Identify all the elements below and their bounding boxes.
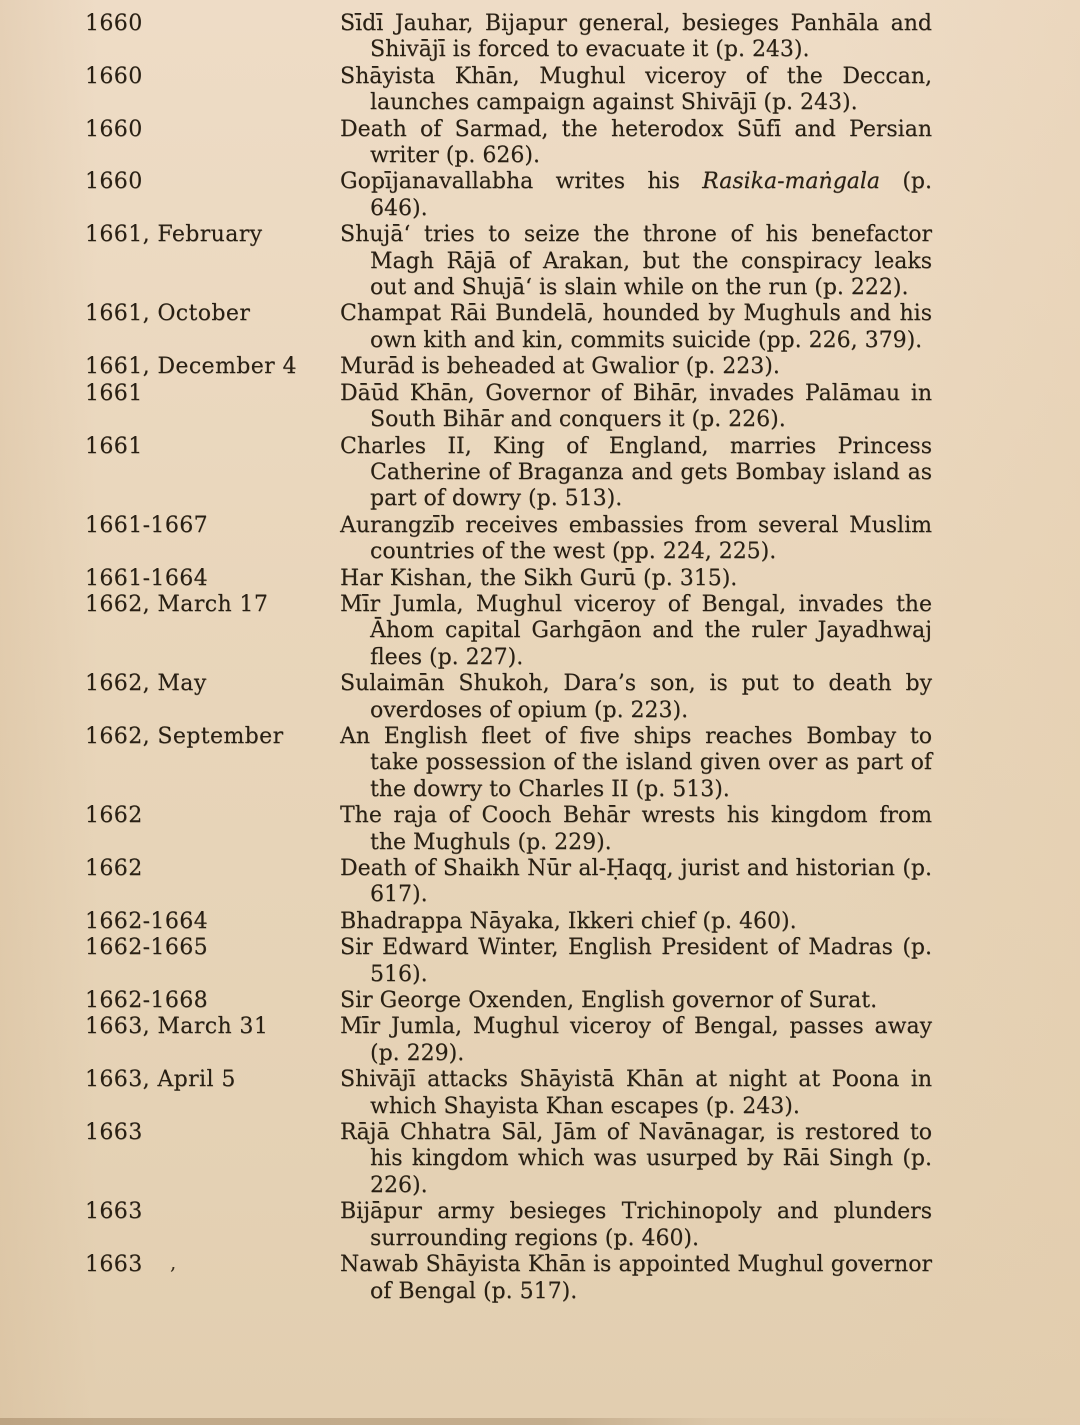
chronology-entry: [85, 988, 945, 1014]
entry-date: 1663, March 31: [85, 1014, 269, 1040]
chronology-entry: [85, 381, 945, 434]
chronology-entry: [85, 1120, 945, 1199]
entry-date: 1662: [85, 856, 143, 881]
entry-date: 1662-1665: [85, 935, 209, 961]
entry-date: 1663: [85, 1252, 143, 1278]
entry-text: Sir George Oxenden, English governor of Surat.: [340, 988, 878, 1014]
entry-text: Sir Edward Winter, English President of Madras (p. 516).: [340, 935, 932, 987]
entry-date: 1663, April 5: [85, 1067, 236, 1093]
entry-text: Dāūd Khān, Governor of Bihār, invades Palāmau in South Bihār and conquers it (p. 226).: [340, 380, 932, 433]
entry-date: 1661-1664: [85, 565, 209, 591]
entry-text: Shāyista Khān, Mughul viceroy of the Deccan, launches campaign against Shivājī (p. 243).: [340, 63, 932, 116]
chronology-entry: [85, 354, 945, 380]
entry-text: Death of Shaikh Nūr al-Ḥaqq, jurist and historian (p. 617).: [340, 856, 932, 908]
chronology-entry: [85, 1199, 945, 1252]
entry-text: Murād is beheaded at Gwalior (p. 223).: [340, 354, 780, 380]
chronology-entry: [85, 513, 945, 566]
chronology-entry: [85, 434, 945, 513]
entry-date: 1663: [85, 1120, 143, 1146]
entry-date: 1662, September: [85, 723, 284, 749]
entry-date: 1662-1664: [85, 908, 209, 934]
scan-edge-shadow: [0, 1418, 1080, 1425]
entry-text: The raja of Cooch Behār wrests his kingdom from the Mughuls (p. 229).: [340, 803, 932, 855]
entry-text: Mīr Jumla, Mughul viceroy of Bengal, passes away (p. 229).: [340, 1014, 932, 1066]
entry-date: 1662: [85, 803, 143, 829]
entry-text: Mīr Jumla, Mughul viceroy of Bengal, invades the Āhom capital Garhgāon and the ruler Jayadhwaj flees (p. 227).: [340, 591, 932, 670]
chronology-entry: [85, 1252, 945, 1305]
chronology-entry: [85, 64, 945, 117]
entry-date: 1662-1668: [85, 988, 209, 1014]
entry-date: 1661: [85, 380, 143, 406]
entry-text: Death of Sarmad, the heterodox Sūfī and Persian writer (p. 626).: [340, 116, 932, 169]
chronology-entry: [85, 301, 945, 354]
entry-date: 1660: [85, 11, 143, 36]
chronology-entry: [85, 592, 945, 671]
entry-date: 1662, May: [85, 671, 207, 697]
entry-text: Rājā Chhatra Sāl, Jām of Navānagar, is restored to his kingdom which was usurped by Rāi Singh (p. 226).: [340, 1120, 932, 1198]
entry-date: 1662, March 17: [85, 591, 269, 617]
chronology-entry: [85, 1014, 945, 1067]
chronology-entry: [85, 169, 945, 222]
chronology-entry: [85, 11, 945, 64]
entry-text: Gopījanavallabha writes his Rasika-maṅgala (p. 646).: [340, 169, 932, 221]
chronology-entry: [85, 935, 945, 988]
chronology-entry: [85, 856, 945, 909]
entry-date: 1661, October: [85, 301, 251, 327]
entry-text: Sulaimān Shukoh, Dara’s son, is put to death by overdoses of opium (p. 223).: [340, 671, 932, 723]
entry-date: 1661-1667: [85, 512, 209, 538]
stray-ink-mark: ,: [170, 1250, 177, 1274]
entry-text: An English fleet of five ships reaches Bombay to take possession of the island given over as part of the dowry to Charles II (p. 513).: [340, 723, 932, 802]
entry-text: Nawab Shāyista Khān is appointed Mughul governor of Bengal (p. 517).: [340, 1252, 932, 1304]
entry-text: Har Kishan, the Sikh Gurū (p. 315).: [340, 565, 738, 591]
entry-date: 1661: [85, 433, 143, 459]
chronology-list: [85, 11, 945, 1305]
entry-date: 1660: [85, 169, 143, 195]
entry-text: Shivājī attacks Shāyistā Khān at night at Poona in which Shayista Khan escapes (p. 243).: [340, 1067, 932, 1119]
entry-text: Aurangzīb receives embassies from several Muslim countries of the west (pp. 224, 225).: [340, 512, 932, 565]
entry-text: Shujā‘ tries to seize the throne of his benefactor Magh Rājā of Arakan, but the conspiracy leaks out and Shujā‘ is slain while on the run (p. 222).: [340, 222, 932, 301]
chronology-entry: [85, 566, 945, 592]
entry-text: Bhadrappa Nāyaka, Ikkeri chief (p. 460).: [340, 908, 797, 934]
entry-date: 1661, December 4: [85, 354, 297, 380]
chronology-entry: [85, 671, 945, 724]
entry-text: Bijāpur army besieges Trichinopoly and plunders surrounding regions (p. 460).: [340, 1199, 932, 1251]
entry-text: Sīdī Jauhar, Bijapur general, besieges Panhāla and Shivājī is forced to evacuate it (p. 243).: [340, 11, 932, 63]
entry-date: 1660: [85, 63, 143, 89]
entry-text: Champat Rāi Bundelā, hounded by Mughuls and his own kith and kin, commits suicide (pp. 226, 379).: [340, 301, 932, 353]
chronology-entry: [85, 803, 945, 856]
chronology-entry: [85, 909, 945, 935]
entry-date: 1660: [85, 116, 143, 142]
chronology-entry: [85, 724, 945, 803]
chronology-entry: [85, 1067, 945, 1120]
chronology-entry: [85, 222, 945, 301]
entry-date: 1661, February: [85, 222, 263, 248]
chronology-entry: [85, 117, 945, 170]
entry-text: Charles II, King of England, marries Princess Catherine of Braganza and gets Bombay island as part of dowry (p. 513).: [340, 433, 932, 512]
entry-date: 1663: [85, 1199, 143, 1225]
